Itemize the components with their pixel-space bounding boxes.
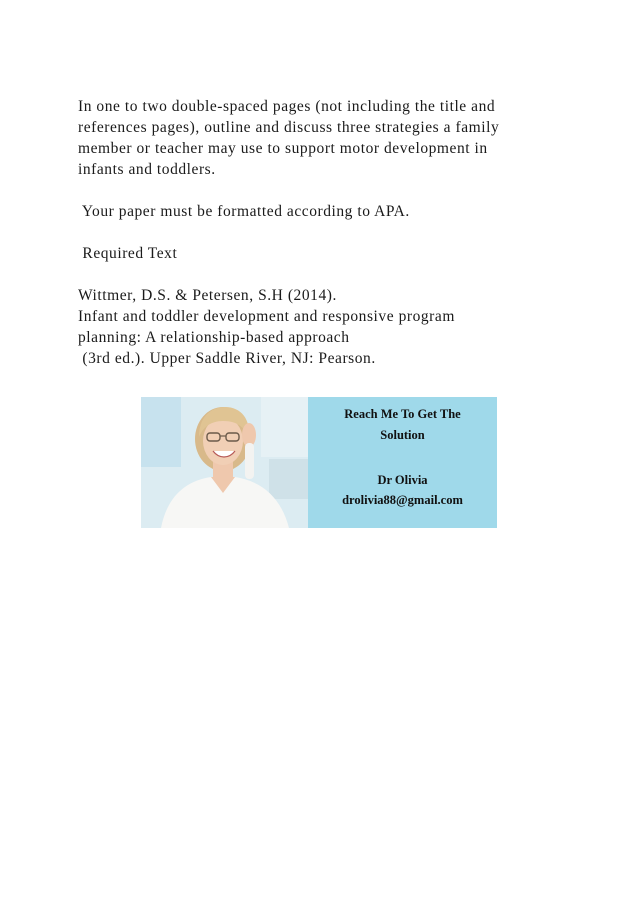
contact-banner	[141, 397, 497, 528]
woman-photo	[141, 397, 308, 528]
contact-name: Dr Olivia	[377, 473, 428, 487]
prompt-line: references pages), outline and discuss three strategies a family	[78, 119, 500, 136]
assignment-text	[78, 96, 578, 369]
prompt-line: infants and toddlers.	[78, 161, 216, 178]
headline-line-1: Reach Me To Get The	[344, 407, 461, 421]
reference-line: Wittmer, D.S. & Petersen, S.H (2014).	[78, 287, 337, 304]
woman-photo-illustration	[141, 397, 308, 528]
required-text-heading: Required Text	[78, 245, 178, 262]
headline-line-2: Solution	[380, 428, 425, 442]
contact-panel	[308, 397, 497, 528]
reference-line: planning: A relationship-based approach	[78, 329, 350, 346]
reference-line: Infant and toddler development and responsive program	[78, 308, 455, 325]
prompt-line: In one to two double-spaced pages (not including the title and	[78, 98, 496, 115]
apa-note: Your paper must be formatted according to APA.	[78, 203, 410, 220]
reference-line: (3rd ed.). Upper Saddle River, NJ: Pearson.	[78, 350, 376, 367]
prompt-line: member or teacher may use to support motor development in	[78, 140, 488, 157]
contact-email[interactable]: drolivia88@gmail.com	[342, 493, 463, 507]
